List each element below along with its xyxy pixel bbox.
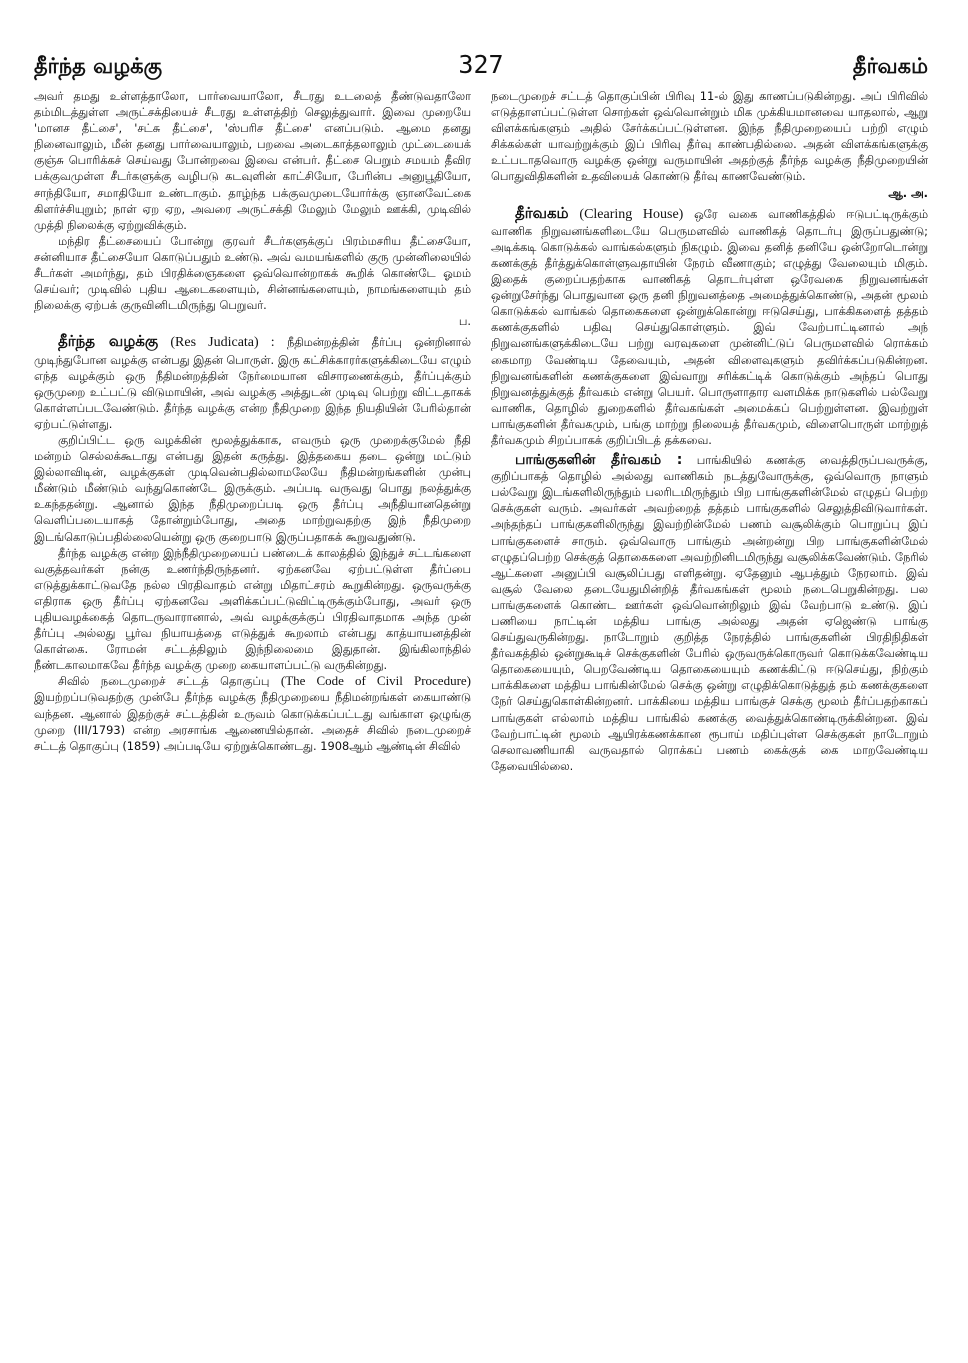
entry-text: நீதிமன்றத்தின் தீர்ப்பு ஒன்றினால் முடிந்துபோன வழக்கு என்பது இதன் பொருள். இரு கட்சிக்காரர்களுக்கிடையே எழும் எந்த வழக்கும் ஒரு நீதிமன்றத்தின் நேர்மையான விசாரணைக்கும், தீர்ப்புக்கும் ஒருமுறை உட்பட்டு விடுமாயின், அவ் வழக்கு அத்துடன் முடிவு பெற்று விட்டதாகக் கொள்ளப்படவேண்டும். தீர்ந்த வழக்கு என்ற நீதிமுறை இந்த நியதியின் பேரில்தான் ஏற்பட்டுள்ளது.: [34, 335, 471, 431]
paragraph-text: சிவில் நடைமுறைச் சட்டத் தொகுப்பு: [58, 674, 270, 689]
entry-headword: தீர்வகம்: [515, 203, 569, 222]
header-left-title: தீர்ந்த வழக்கு: [34, 54, 163, 78]
two-column-body: [34, 88, 928, 1333]
subentry-text: பாங்கியில் கணக்கு வைத்திருப்பவருக்கு, குறிப்பாகத் தொழில் அல்லது வாணிகம் நடத்துவோருக்கு, ஒவ்வொரு நாளும் பல்வேறு இடங்களிலிருந்தும் பலரிடமிருந்தும் பிற பாங்குகளின்மேல் எழுதப் பெற்ற செக்குகள் வரும். அவர்கள் அவற்றைத் தத்தம் பாங்குகளில் செலுத்திவிடுவார்கள். அந்தந்தப் பாங்குகளிலிருந்து இவற்றின்மேல் பணம் வசூலிக்கும் பொறுப்பு இப் பாங்குகளைச் சாரும். ஒவ்வொரு பாங்கும் அன்றன்று பிற பாங்குகளின்மேல் எழுதப்பெற்ற செக்குத் தொகைகளை அவற்றினிடமிருந்து வசூலிக்கவேண்டும். நேரில் ஆட்களை அனுப்பி வசூலிப்பது எளிதன்று. ஏதேனும் ஆபத்தும் நேரலாம். இவ் வசூல் வேலை தடையேதுமின்றித் தீர்வகங்கள் மூலம் நடைபெறுகின்றது. பல பாங்குகளைக் கொண்ட ஊர்கள் ஒவ்வொன்றிலும் இவ் வேற்பாடு உண்டு. இப் பணியை நாட்டின் மத்திய பாங்கு அல்லது அதன் ஏஜெண்டு பாங்கு செய்துவருகின்றது. நாடோறும் குறித்த நேரத்தில் பாங்குகளின் பிரதிநிதிகள் தீர்வகத்தில் ஒன்றுகூடிச் செக்குகளின் பேரில் ஒருவருக்கொருவர் கொடுக்கவேண்டிய தொகையையும், பெறவேண்டிய தொகையையும் கணக்கிட்டு ஈடுசெய்து, நிற்கும் பாக்கிகளை மத்திய பாங்கின்மேல் செக்கு ஒன்று எழுதிக்கொடுத்துத் தம் கணக்குகளை நேர் செய்துகொள்கின்றனர். பாக்கியை மத்திய பாங்குச் செக்கு மூலம் தீர்ப்பதற்காகப் பாங்குகள் எல்லாம் மத்திய பாங்கில் கணக்கு வைத்துக்கொண்டிருக்கின்றன. இவ் வேற்பாட்டின் மூலம் ஆயிரக்கணக்கான ரூபாய் மதிப்புள்ள செக்குகள் நாடோறும் செலாவணியாகி வருவதால் ரொக்கப் பணம் கைக்குக் கை மாறவேண்டிய தேவையில்லை.: [491, 453, 928, 773]
entry-english-term: (Clearing House): [579, 206, 684, 222]
author-initials: ஆ. அ.: [888, 185, 928, 200]
subentry-bank-clearing: [491, 452, 928, 774]
subentry-headword: பாங்குகளின் தீர்வகம் :: [515, 452, 683, 469]
entry-res-judicata: [34, 333, 471, 432]
page-header: [34, 50, 928, 88]
entry-english-term: (Res Judicata) :: [170, 335, 275, 351]
entry-text: ஒரே வகை வாணிகத்தில் ஈடுபட்டிருக்கும் வாணிக நிறுவனங்களிடையே பெருமளவில் வாணிகத் தொடர்பு இருப்பதுண்டு; அடிக்கடி கொடுக்கல் வாங்கல்களும் நிகழும். இவை தனித் தனியே ஒன்றோடொன்று கணக்குத் தீர்த்துக்கொள்ளுவதாயின் நேரம் வீணாகும்; எழுத்து வேலையும் மிகும். இதைக் குறைப்பதற்காக வாணிகத் தொடர்புள்ள ஒரேவகை நிறுவனங்கள் ஒன்றுசேர்ந்து பொதுவான ஒரு தனி நிறுவனத்தை அமைத்துக்கொண்டு, அதன் மூலம் கொடுக்கல் வாங்கல் தொகைகளை ஒன்றுக்கொன்று ஈடுசெய்து, பாக்கிகளைத் தத்தம் கணக்குகளில் பதிவு செய்துகொள்ளும். இவ் வேற்பாட்டினால் அந் நிறுவனங்களுக்கிடையே பற்று வரவுகளை முன்னிட்டுப் பெருமளவில் ரொக்கம் கைமாற வேண்டிய தேவையும், அதன் விளைவுகளும் தவிர்க்கப்படுகின்றன. நிறுவனங்களின் கணக்குகளை இவ்வாறு சரிக்கட்டிக் கொடுக்கும் அந்தப் பொது நிறுவனத்துக்குத் தீர்வகம் என்று பெயர். பொருளாதார வளமிக்க நாடுகளில் பல்வேறு வாணிக, தொழில் துறைகளில் தீர்வகங்கள் அமைக்கப் பெற்றுள்ளன. இவற்றுள் பாங்குகளின் தீர்வகமும், பங்கு மாற்று நிலையத் தீர்வகமும், விளைபொருள் மாற்றுத் தீர்வகமும் சிறப்பாகக் குறிப்பிடத் தக்கவை.: [491, 206, 928, 447]
paragraph: தீர்ந்த வழக்கு என்ற இந்நீதிமுறையைப் பண்டைக் காலத்தில் இந்துச் சட்டங்களை வகுத்தவர்கள் நன்கு உணர்ந்திருந்தனர். ஏற்கனவே ஏற்பட்டுள்ள தீர்ப்பை எடுத்துக்காட்டுவதே நல்ல பிரதிவாதம் என்று மிதாட்சரம் கூறுகின்றது. ஒருவருக்கு எதிராக ஒரு தீர்ப்பு ஏற்கனவே அளிக்கப்பட்டுவிட்டிருக்கும்போது, அவர் ஒரு புதியவழக்கைத் தொடருவாரானால், அவ் வழக்குக்குப் பிரதிவாதமாக அந்த முன் தீர்ப்பு அல்லது பூர்வ நியாயத்தை எடுத்துக் கூறலாம் என்பது காத்யாயனத்தின் கொள்கை. ரோமன் சட்டத்திலும் இந்நிலைமை இதுதான். இங்கிலாந்தில் நீண்டகாலமாகவே தீர்ந்த வழக்கு முறை கையாளப்பட்டு வருகின்றது.: [34, 545, 471, 673]
paragraph: நடைமுறைச் சட்டத் தொகுப்பின் பிரிவு 11-ல் இது காணப்படுகின்றது. அப் பிரிவில் எடுத்தாளப்பட்டுள்ள சொற்கள் ஒவ்வொன்றும் மிக முக்கியமானவை யாதலால், ஆறு விளக்கங்களும் அதில் சேர்க்கப்பட்டுள்ளன. இந்த நீதிமுறையைப் பற்றி எழும் சிக்கல்கள் யாவற்றுக்கும் இப் பிரிவு தீர்வு காண்பதில்லை. அதன் விளக்கங்களுக்கு உட்படாதவொரு வழக்கு ஒன்று வருமாயின் அதற்குத் தீர்ந்த வழக்கு நீதிமுறையின் பொதுவிதிகளின் உதவியைக் கொண்டு தீர்வு காணவேண்டும்.: [491, 89, 928, 184]
left-column: [34, 88, 471, 1333]
page-number: 327: [458, 50, 504, 79]
header-right-title: தீர்வகம்: [852, 54, 928, 78]
right-column: [491, 88, 928, 1333]
entry-headword: தீர்ந்த வழக்கு: [58, 332, 159, 351]
paragraph: மந்திர தீட்சையைப் போன்று குரவர் சீடர்களுக்குப் பிரம்மசரிய தீட்சையோ, சன்னியாச தீட்சையோ கொடுப்பதும் உண்டு. அவ் வமயங்களில் குரு முன்னிலையில் சீடர்கள் அமர்ந்து, தம் பிரதிக்ஞைகளை ஒவ்வொன்றாகக் கூறிக் கொண்டே ஓமம் செய்வர்; முடிவில் புதிய ஆடைகளையும், சின்னங்களையும், நாமங்களையும் தம் நிலைக்கு ஏற்பக் குருவினிடமிருந்து பெறுவர்.: [34, 233, 471, 313]
paragraph: குறிப்பிட்ட ஒரு வழக்கின் மூலத்துக்காக, எவரும் ஒரு முறைக்குமேல் நீதி மன்றம் செல்லக்கூடாது என்பது இதன் கருத்து. இத்தகைய தடை ஒன்று மட்டும் இல்லாவிடின், வழக்குகள் முடிவென்பதில்லாமலேயே நீதிமன்றங்களின் முன்பு மீண்டும் மீண்டும் வந்துகொண்டே இருக்கும். அப்படி வருவது பொது நலத்துக்கு உகந்ததன்று. ஆனால் இந்த நீதிமுறைப்படி ஒரு தீர்ப்பு அநீதியானதென்று வெளிப்படையாகத் தோன்றும்போது, அதை மாற்றுவதற்கு இந் நீதிமுறை இடங்கொடுப்பதில்லையென்று ஒரு குறைபாடு இருப்பதாகக் கூறுவதுண்டு.: [34, 432, 471, 544]
paragraph-text: இயற்றப்படுவதற்கு முன்பே தீர்ந்த வழக்கு நீதிமுறையை நீதிமன்றங்கள் கையாண்டு வந்தன. ஆனால் இதற்குச் சட்டத்தின் உருவம் கொடுக்கப்பட்டது வங்காள ஒழுங்கு முறை (III/1793) என்ற அரசாங்க ஆணையில்தான். அதைச் சிவில் நடைமுறைச் சட்டத் தொகுப்பு (1859) அப்படியே ஏற்றுக்கொண்டது. 1908ஆம் ஆண்டின் சிவில்: [34, 690, 471, 753]
paragraph: [34, 673, 471, 753]
english-term: (The Code of Civil Procedure): [280, 673, 471, 689]
entry-clearing-house: [491, 205, 928, 448]
paragraph: அவர் தமது உள்ளத்தாலோ, பார்வையாலோ, சீடரது உடலைத் தீண்டுவதாலோ தம்மிடத்துள்ள அருட்சக்தியைச் சீடரது உள்ளத்திற் செலுத்துவார். இவை முறையே 'மானச தீட்சை', 'சட்சு தீட்சை', 'ஸ்பரிச தீட்சை' எனப்படும். ஆமை தனது நினைவாலும், மீன் தனது பார்வையாலும், பறவை அடைகாத்தலாலும் முட்டையைக் குஞ்சு பொரிக்கச் செய்வது போன்றவை இவை என்பர். தீட்சை பெறும் சமயம் தீவிர பக்குவமுள்ள சீடர்களுக்கு வழிபடு கடவுளின் காட்சியோ, பேரின்ப அனுபூதியோ, சாந்தியோ, சமாதியோ உண்டாகும். தாழ்ந்த பக்குவமுடையோர்க்கு ஞானவேட்கை கிளர்ச்சியுறும்; நாள் ஏற ஏற, அவரை அருட்சக்தி மேலும் மேலும் ஊக்கி, முடிவில் முத்தி நிலைக்கு ஏற்றுவிக்கும்.: [34, 89, 471, 232]
author-initials: ப.: [458, 314, 471, 329]
